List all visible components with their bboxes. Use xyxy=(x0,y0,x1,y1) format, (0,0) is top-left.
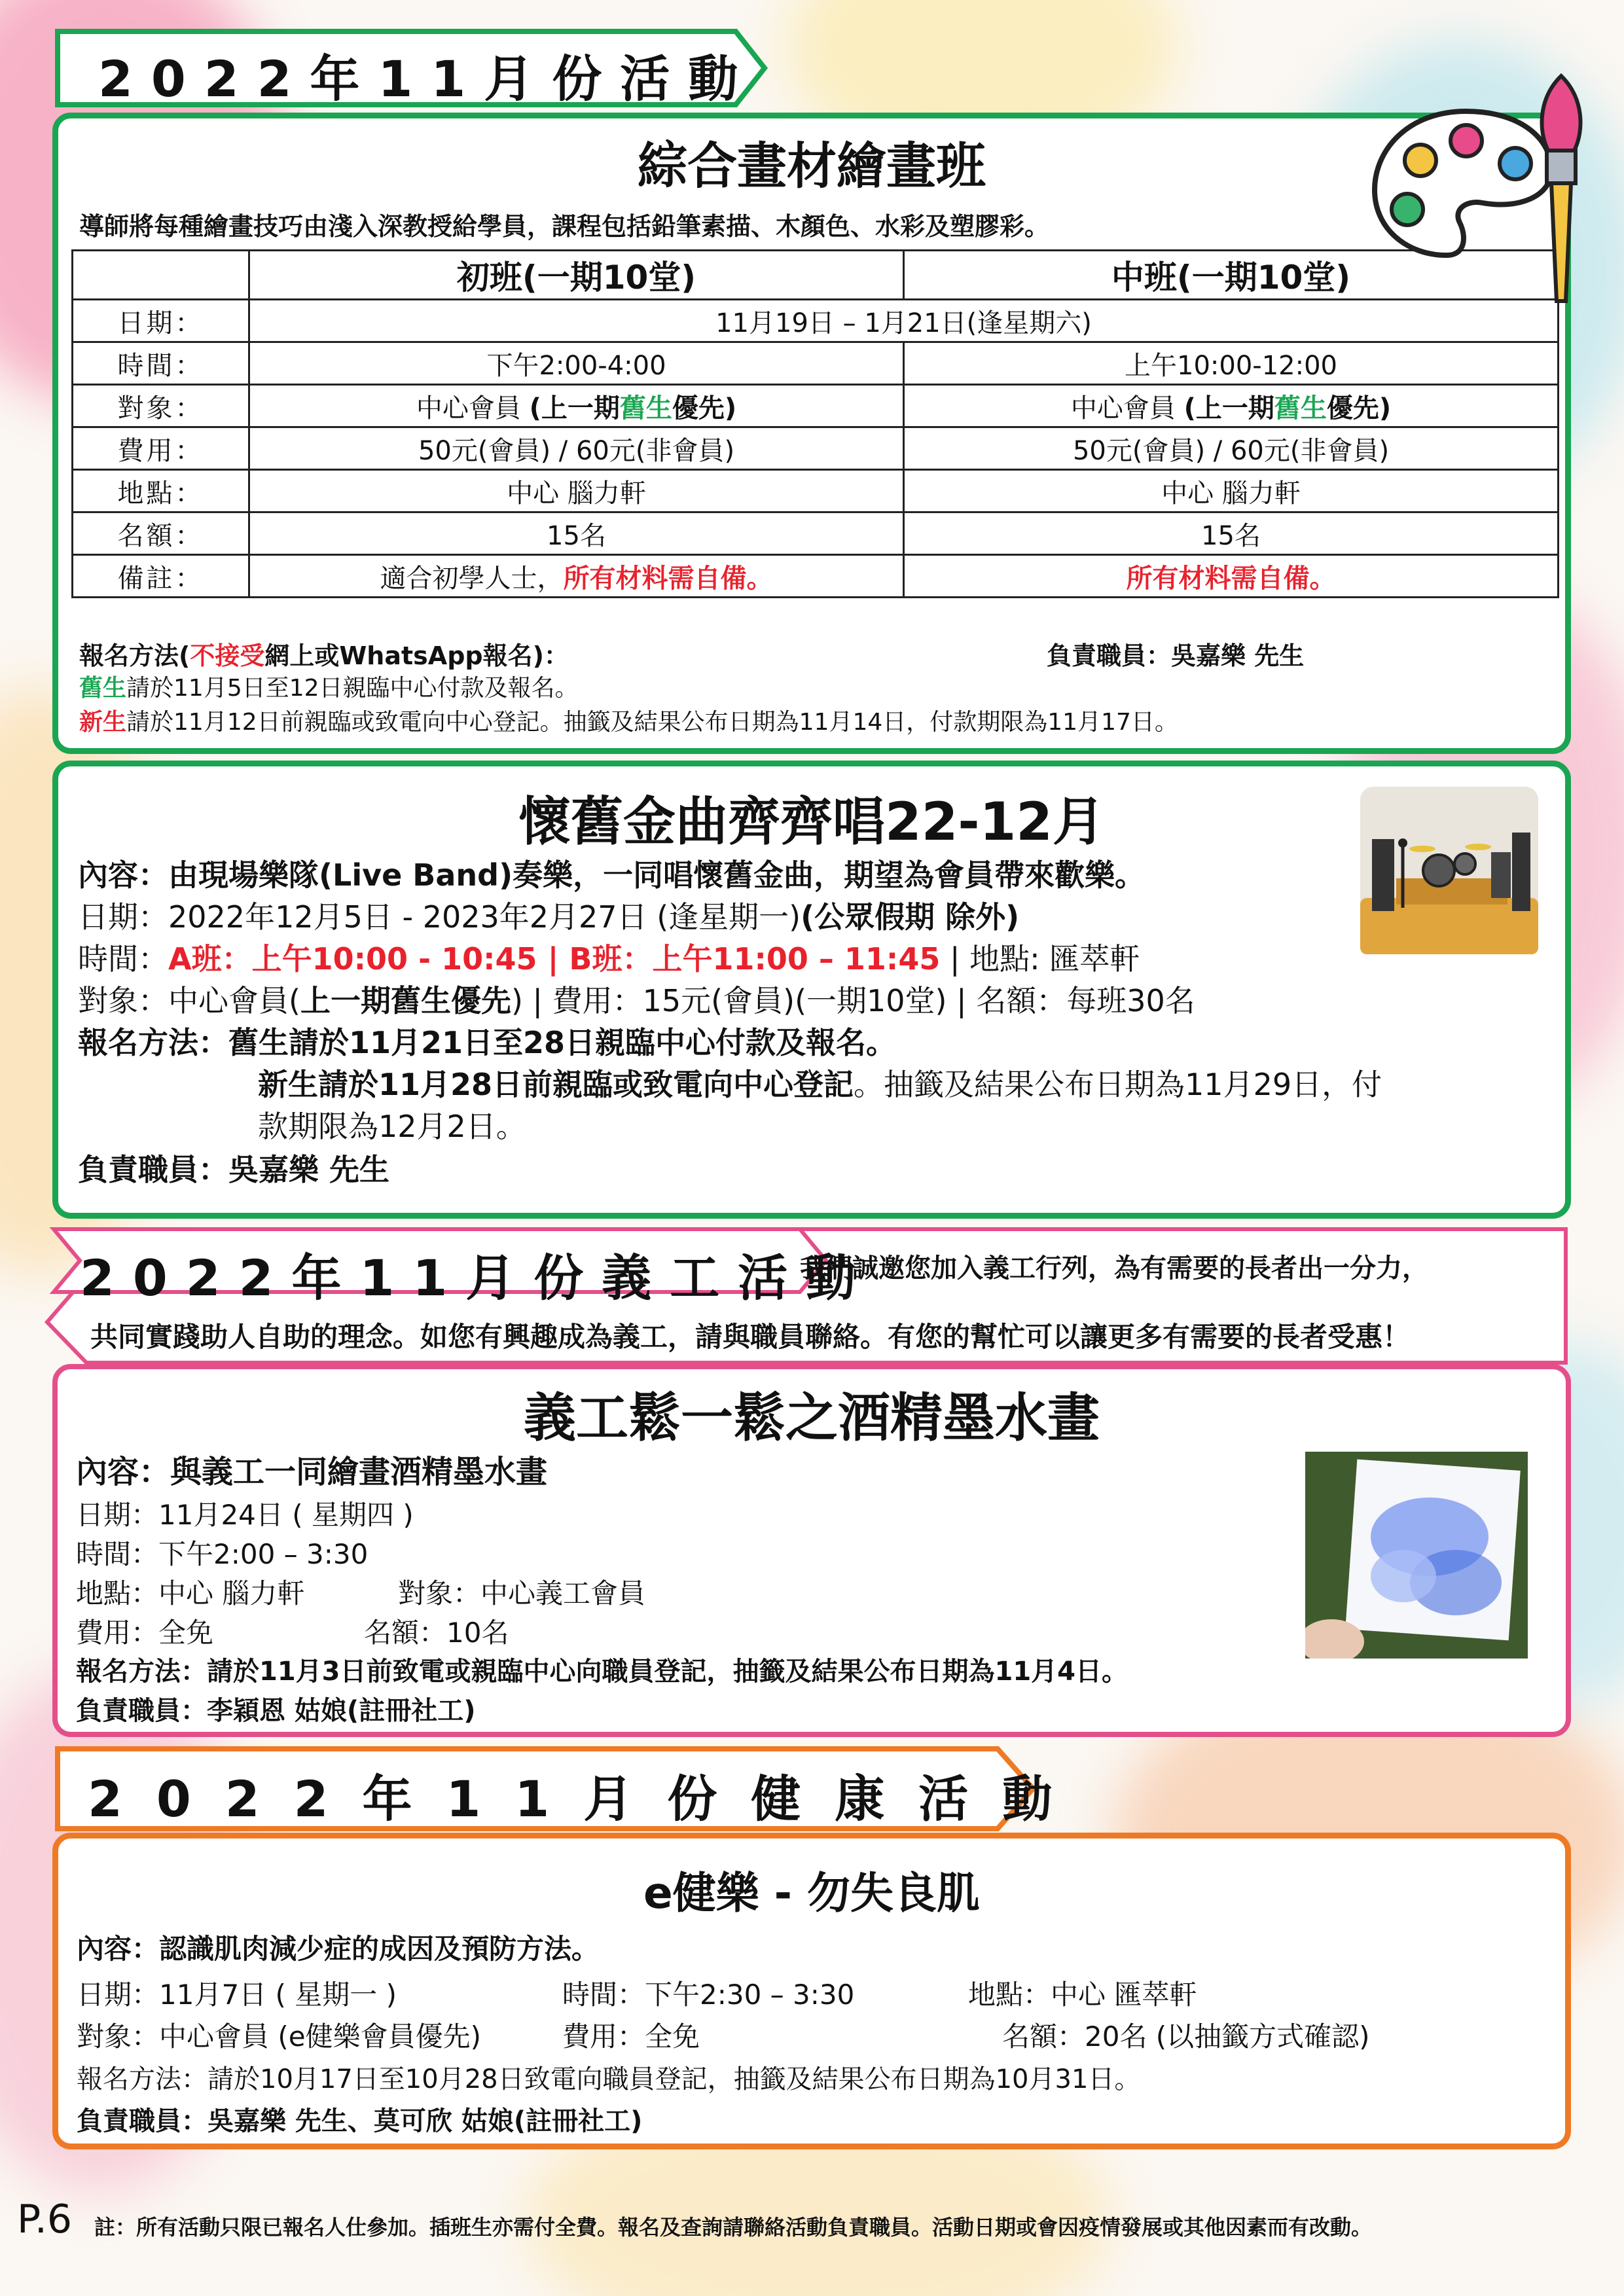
remark-text: 適合初學人士， xyxy=(380,563,564,594)
volunteer-enroll: 報名方法：請於11月3日前致電或親臨中心向職員登記，抽籤及結果公布日期為11月4日。 xyxy=(76,1657,1128,1687)
target-text: 對象：中心會員( xyxy=(78,983,300,1018)
health-date: 日期：11月7日 ( 星期一 ) xyxy=(77,1979,397,2011)
health-time: 時間：下午2:30 – 3:30 xyxy=(562,1979,855,2011)
volunteer-fee: 費用：全免 xyxy=(76,1617,214,1649)
time-label: 時間： xyxy=(73,342,249,385)
old-student-label: 舊生 xyxy=(79,675,127,702)
time-venue: | 地點: 匯萃軒 xyxy=(940,941,1140,977)
new-student-bold: 新生請於11月28日前親臨或致電向中心登記 xyxy=(258,1067,854,1102)
new-student-label: 新生 xyxy=(79,709,127,736)
singing-target xyxy=(78,977,1195,1020)
singing-date xyxy=(78,893,1019,937)
remark-intermediate: 所有材料需自備。 xyxy=(904,555,1559,598)
ink-painting-image xyxy=(1305,1452,1528,1659)
target-intermediate xyxy=(904,385,1559,427)
paintbrush-icon xyxy=(1525,72,1597,308)
health-staff: 負責職員：吳嘉樂 先生、莫可欣 姑娘(註冊社工) xyxy=(77,2106,643,2136)
venue-label: 地點： xyxy=(73,470,249,512)
target-text: 中心會員 xyxy=(1070,393,1184,423)
time-intermediate: 上午10:00-12:00 xyxy=(904,342,1559,385)
health-target: 對象：中心會員 (e健樂會員優先) xyxy=(77,2020,481,2053)
singing-enroll: 報名方法：舊生請於11月21日至28日親臨中心付款及報名。 xyxy=(78,1025,897,1060)
quota-label: 名額： xyxy=(73,512,249,555)
table-row xyxy=(73,512,1559,555)
band-stage-image xyxy=(1360,787,1538,954)
column-beginner: 初班(一期10堂) xyxy=(249,251,904,300)
time-label: 時間： xyxy=(78,941,168,977)
volunteer-activity-title: 義工鬆一鬆之酒精墨水畫 xyxy=(524,1388,1100,1448)
painting-class-card xyxy=(52,113,1571,754)
remark-label: 備註： xyxy=(73,555,249,598)
fee-intermediate: 50元(會員) / 60元(非會員) xyxy=(904,427,1559,470)
date-value: 11月19日 – 1月21日(逢星期六) xyxy=(249,300,1559,342)
time-beginner: 下午2:00-4:00 xyxy=(249,342,904,385)
target-beginner xyxy=(249,385,904,427)
staff-in-charge: 負責職員：吳嘉樂 先生 xyxy=(1047,641,1305,670)
target-label: 對象： xyxy=(73,385,249,427)
target-bold: (上一期 xyxy=(529,393,620,423)
new-student-text: 。抽籤及結果公布日期為11月29日，付 xyxy=(854,1067,1382,1102)
table-header-row xyxy=(73,251,1559,300)
health-activity-card xyxy=(52,1833,1571,2149)
date-label: 日期： xyxy=(73,300,249,342)
painting-schedule-table xyxy=(71,249,1559,598)
volunteer-quota: 名額：10名 xyxy=(364,1617,509,1649)
singing-content: 內容：由現場樂隊(Live Band)奏樂，一同唱懷舊金曲，期望為會員帶來歡樂。 xyxy=(78,857,1146,893)
date-bold: (公眾假期 除外) xyxy=(801,899,1020,935)
quota-intermediate: 15名 xyxy=(904,512,1559,555)
singing-time xyxy=(78,935,1140,978)
new-student-text: 請於11月12日前親臨或致電向中心登記。抽籤及結果公布日期為11月14日，付款期限為11月17日。 xyxy=(126,709,1178,736)
painting-class-title: 綜合畫材繪畫班 xyxy=(638,137,986,195)
health-content: 內容：認識肌肉減少症的成因及預防方法。 xyxy=(77,1933,600,1965)
target-text: 中心會員 xyxy=(416,393,530,423)
target-green: 舊生 xyxy=(1274,393,1327,423)
page-number: P.6 xyxy=(17,2197,73,2242)
target-bold: 上一期舊生優先 xyxy=(300,983,511,1018)
singing-new-student-cont: 款期限為12月2日。 xyxy=(258,1109,526,1144)
banner-november-activities: 2022年11月份活動 xyxy=(98,50,757,108)
singing-staff: 負責職員：吳嘉樂 先生 xyxy=(78,1152,390,1187)
quota-beginner: 15名 xyxy=(249,512,904,555)
table-row xyxy=(73,342,1559,385)
volunteer-content: 內容：與義工一同繪畫酒精墨水畫 xyxy=(76,1454,548,1490)
table-row xyxy=(73,385,1559,427)
remark-beginner xyxy=(249,555,904,598)
health-venue: 地點：中心 匯萃軒 xyxy=(968,1979,1197,2011)
target-bold: 優先) xyxy=(1326,393,1392,423)
time-red: A班：上午10:00 - 10:45 | B班：上午11:00 – 11:45 xyxy=(168,941,941,977)
target-text: ) | 費用：15元(會員)(一期10堂) | 名額：每班30名 xyxy=(511,983,1195,1018)
health-activity-title: e健樂 - 勿失良肌 xyxy=(643,1868,981,1918)
volunteer-date: 日期：11月24日 ( 星期四 ) xyxy=(76,1499,414,1531)
venue-intermediate: 中心 腦力軒 xyxy=(904,470,1559,512)
target-bold: 優先) xyxy=(672,393,737,423)
target-green: 舊生 xyxy=(619,393,672,423)
footer-note: 註：所有活動只限已報名人仕參加。插班生亦需付全費。報名及查詢請聯絡活動負責職員。活動日期或會因疫情發展或其他因素而有改動。 xyxy=(94,2215,1373,2240)
table-row xyxy=(73,427,1559,470)
venue-beginner: 中心 腦力軒 xyxy=(249,470,904,512)
singing-class-card xyxy=(52,761,1571,1219)
table-corner xyxy=(73,251,249,300)
volunteer-venue: 地點：中心 腦力軒 xyxy=(76,1577,305,1609)
fee-beginner: 50元(會員) / 60元(非會員) xyxy=(249,427,904,470)
volunteer-staff: 負責職員：李穎恩 姑娘(註冊社工) xyxy=(76,1696,476,1726)
target-bold: (上一期 xyxy=(1183,393,1274,423)
volunteer-invite-line2: 共同實踐助人自助的理念。如您有興趣成為義工，請與職員聯絡。有您的幫忙可以讓更多有需要的長者受惠！ xyxy=(90,1321,1411,1353)
table-row xyxy=(73,300,1559,342)
old-student-text: 請於11月5日至12日親臨中心付款及報名。 xyxy=(126,675,579,702)
singing-new-student xyxy=(258,1061,1382,1104)
enroll-red: 不接受 xyxy=(190,641,265,670)
enroll-method xyxy=(79,636,569,672)
enroll-text: 報名方法( xyxy=(79,641,190,670)
fee-label: 費用： xyxy=(73,427,249,470)
new-student-note xyxy=(79,704,1178,737)
health-enroll: 報名方法：請於10月17日至10月28日致電向職員登記，抽籤及結果公布日期為10月31日。 xyxy=(77,2064,1141,2094)
enroll-text: 網上或WhatsApp報名)： xyxy=(264,641,569,670)
volunteer-target: 對象：中心義工會員 xyxy=(398,1577,646,1609)
column-intermediate: 中班(一期10堂) xyxy=(904,251,1559,300)
banner-health-activities: 2022年11月份健康活動 xyxy=(88,1770,1087,1828)
date-text: 日期：2022年12月5日 - 2023年2月27日 (逢星期一) xyxy=(78,899,801,935)
health-fee: 費用：全免 xyxy=(562,2020,700,2053)
painting-intro: 導師將每種繪畫技巧由淺入深教授給學員，課程包括鉛筆素描、木顏色、水彩及塑膠彩。 xyxy=(79,212,1050,241)
volunteer-time: 時間：下午2:00 – 3:30 xyxy=(76,1538,369,1570)
health-quota: 名額：20名 (以抽籤方式確認) xyxy=(1002,2020,1370,2053)
banner-volunteer-activities: 2022年11月份義工活動 xyxy=(80,1249,875,1307)
table-row xyxy=(73,470,1559,512)
table-row xyxy=(73,555,1559,598)
remark-red: 所有材料需自備。 xyxy=(563,563,773,594)
volunteer-invite-line1: 我們誠邀您加入義工行列，為有需要的長者出一分力， xyxy=(800,1253,1428,1283)
old-student-note xyxy=(79,670,579,703)
singing-class-title: 懷舊金曲齊齊唱22-12月 xyxy=(518,791,1105,852)
